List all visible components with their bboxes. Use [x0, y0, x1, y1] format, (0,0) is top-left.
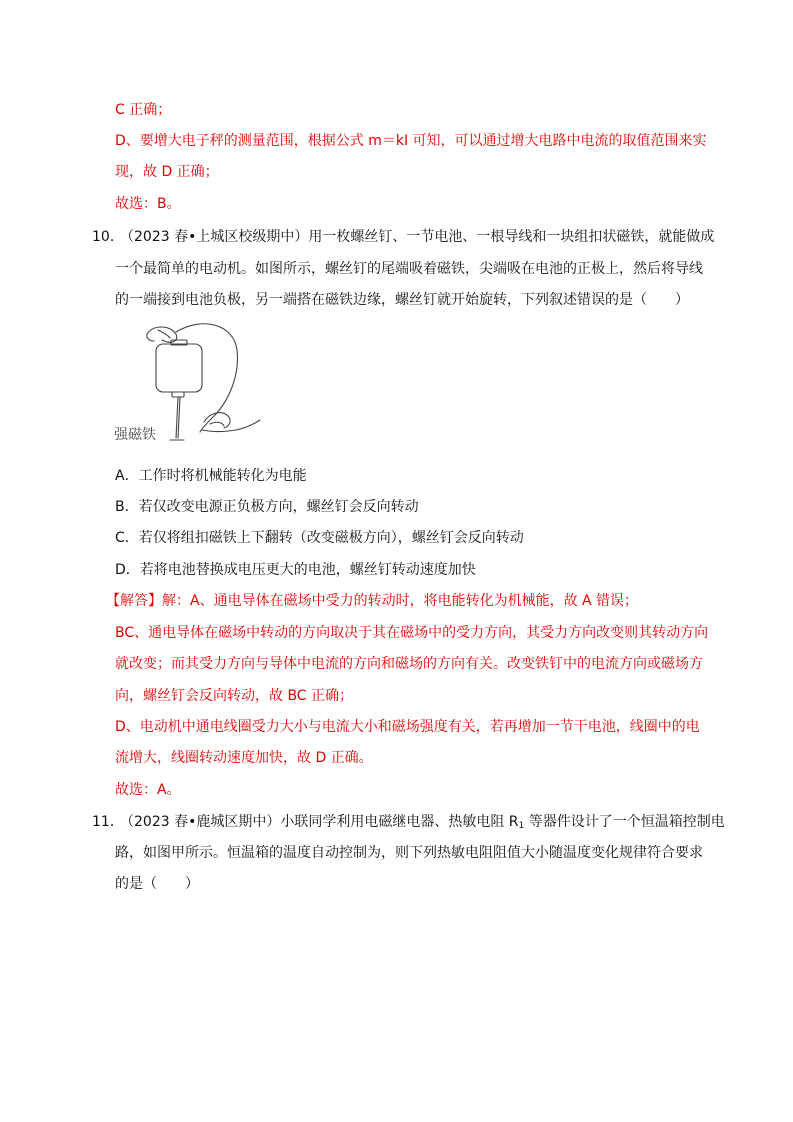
q10-option-b: B．若仅改变电源正负极方向，螺丝钉会反向转动 [115, 499, 419, 515]
answer-text: 解：A、通电导体在磁场中受力的转动时，将电能转化为机械能，故 A 错误； [162, 593, 639, 609]
q11-subscript: 1 [518, 821, 525, 831]
q11-number: 11． [92, 814, 124, 830]
screw [176, 397, 178, 438]
q10-stem-line1: （2023 春•上城区校级期中）用一枚螺丝钉、一节电池、一根导线和一块组扣状磁铁，就能做成 [120, 229, 715, 245]
lower-hand [204, 413, 230, 428]
q10-option-c: C．若仅将组扣磁铁上下翻转（改变磁极方向），螺丝钉会反向转动 [115, 530, 524, 546]
q10-number: 10． [92, 229, 124, 245]
q10-answer-line2: BC、通电导体在磁场中转动的方向取决于其在磁场中的受力方向，其受力方向改变则其转动方向 [115, 625, 709, 641]
q10-answer-line3: 就改变；而其受力方向与导体中电流的方向和磁场的方向有关。改变铁钉中的电流方向或磁场方 [115, 656, 703, 672]
q11-stem-part1: （2023 春•鹿城区期中）小联同学利用电磁继电器、热敏电阻 R [120, 814, 519, 830]
battery [156, 344, 202, 392]
q10-stem-line2: 一个最简单的电动机。如图所示，螺丝钉的尾端吸着磁铁，尖端吸在电池的正极上，然后将导线 [115, 261, 703, 277]
prev-answer-c: C 正确； [115, 102, 172, 118]
prev-answer-d-line2: 现，故 D 正确； [115, 164, 219, 180]
prev-answer-d-line1: D、要增大电子秤的测量范围，根据公式 m＝kI 可知，可以通过增大电路中电流的取值范围来实 [115, 133, 707, 149]
q10-answer-line6: 流增大，线圈转动速度加快，故 D 正确。 [115, 750, 373, 766]
q10-answer-line4: 向，螺丝钉会反向转动，故 BC 正确； [115, 688, 354, 704]
q10-stem-line3: 的一端接到电池负极，另一端搭在磁铁边缘，螺丝钉就开始旋转，下列叙述错误的是（ ） [115, 292, 689, 308]
answer-tag: 【解答】 [106, 593, 162, 609]
q10-answer-line1 [106, 591, 638, 611]
q11-stem-line3: 的是（ ） [115, 876, 199, 892]
q10-option-a: A．工作时将机械能转化为电能 [115, 468, 307, 484]
motor-figure [112, 320, 262, 450]
q10-choice: 故选：A。 [115, 782, 181, 798]
prev-choice: 故选：B。 [115, 196, 181, 212]
q11-stem-line1 [120, 812, 725, 836]
q11-stem-part2: 等器件设计了一个恒温箱控制电 [524, 814, 725, 830]
q10-option-d: D．若将电池替换成电压更大的电池，螺丝钉转动速度加快 [115, 562, 476, 578]
magnet-label: 强磁铁 [114, 427, 156, 443]
q11-stem-line2: 路，如图甲所示。恒温箱的温度自动控制为，则下列热敏电阻阻值大小随温度变化规律符合要求 [115, 845, 703, 861]
q10-answer-line5: D、电动机中通电线圈受力大小与电流大小和磁场强度有关，若再增加一节干电池，线圈中的电 [115, 719, 700, 735]
